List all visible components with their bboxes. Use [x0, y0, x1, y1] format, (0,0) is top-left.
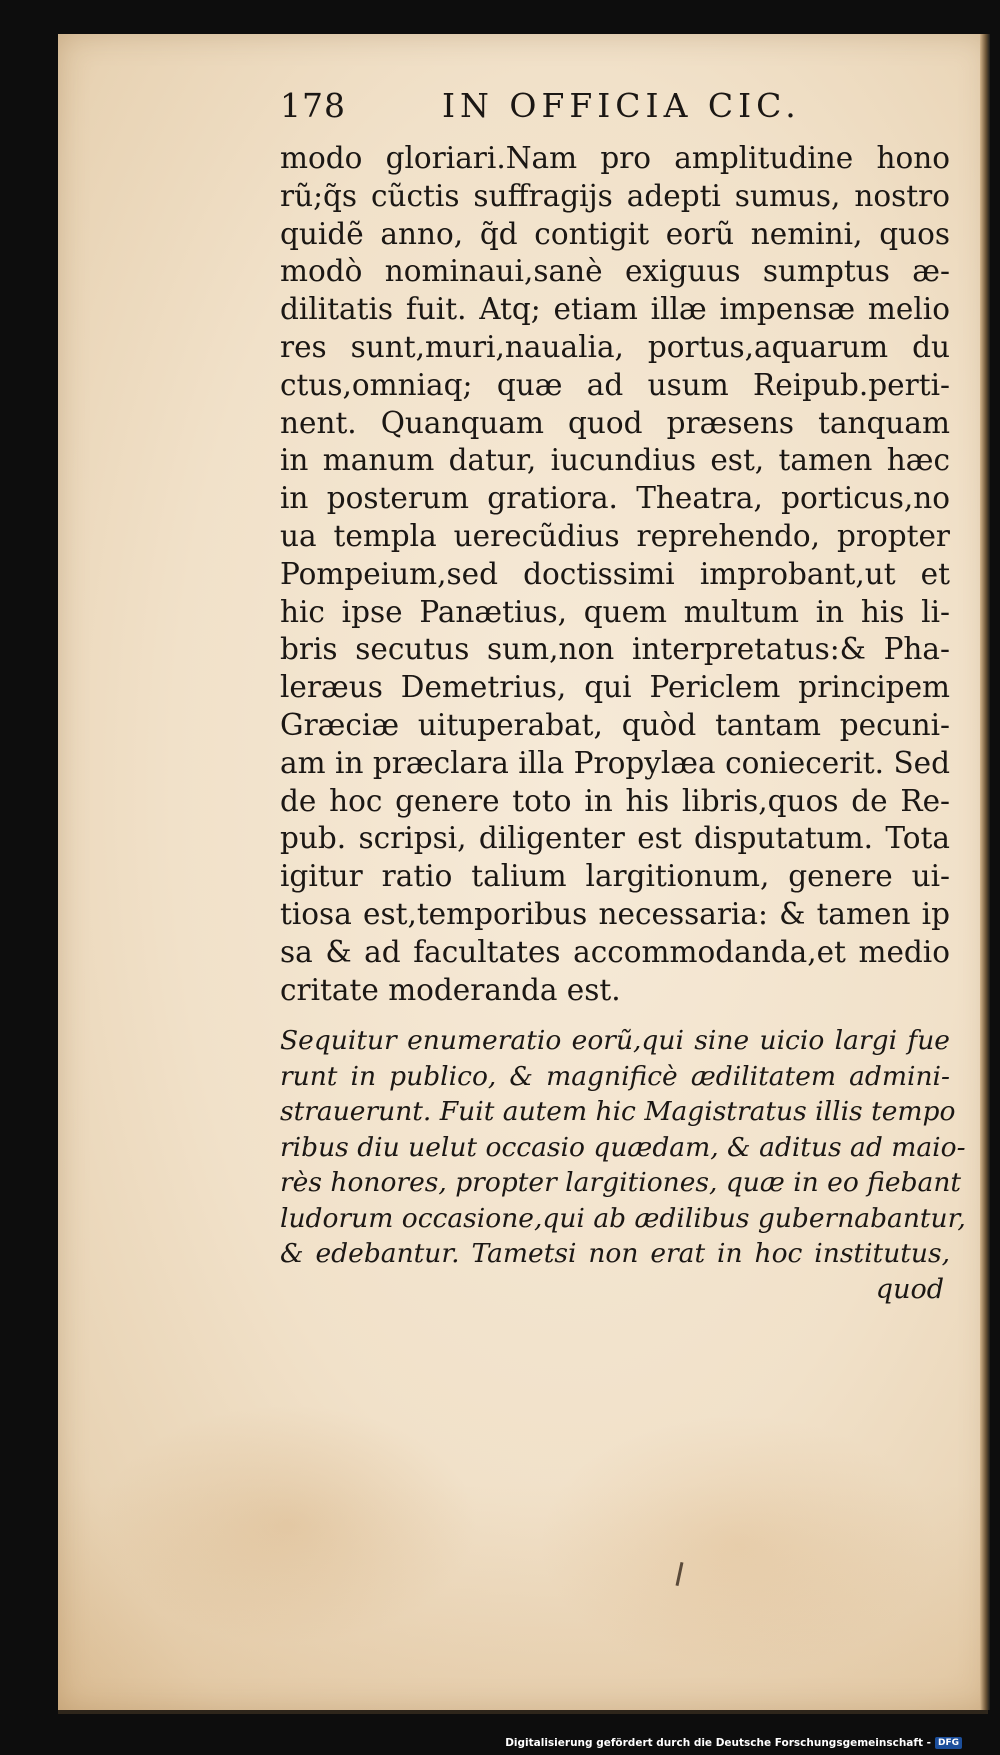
catchword: quod — [875, 1273, 944, 1305]
digitization-credit — [505, 1737, 962, 1749]
commentary-line: ludorum occasione,qui ab ædilibus gubernabantur, — [280, 1202, 966, 1234]
text-line: leræus Demetrius, qui Periclem principem — [280, 670, 950, 705]
text-line: modò nominaui,sanè exiguus sumptus æ- — [280, 254, 950, 289]
text-line: in manum datur, iucundius est, tamen hæc — [280, 443, 950, 478]
commentary-line: Sequitur enumeratio eorũ,qui sine uicio largi fue — [280, 1025, 950, 1057]
text-line: de hoc genere toto in his libris,quos de Re- — [280, 783, 950, 818]
page-gutter-edge — [980, 34, 990, 1710]
text-line: modo gloriari.Nam pro amplitudine hono — [280, 141, 950, 175]
text-line: igitur ratio talium largitionum, genere ui- — [280, 859, 950, 894]
water-stain — [58, 1484, 988, 1714]
text-line: Græciæ uituperabat, quòd tantam pecuni- — [280, 707, 950, 742]
text-line: quidẽ anno, q̃d contigit eorũ nemini, quos — [280, 216, 950, 251]
text-line: Pompeium,sed doctissimi improbant,ut et — [280, 556, 950, 591]
commentary-line: & edebantur. Tametsi non erat in hoc institutus, — [280, 1238, 950, 1270]
credit-text: Digitalisierung gefördert durch die Deutsche Forschungsgemeinschaft - — [505, 1737, 931, 1749]
text-line: hic ipse Panætius, quem multum in his li- — [280, 594, 950, 629]
text-line: rũ;q̃s cũctis suffragijs adepti sumus, nostro — [280, 178, 950, 213]
text-line: tiosa est,temporibus necessaria: & tamen ip — [280, 896, 950, 931]
text-line: ctus,omniaq; quæ ad usum Reipub.perti- — [280, 367, 950, 402]
main-text — [280, 140, 950, 1009]
text-line: nent. Quanquam quod præsens tanquam — [280, 405, 950, 440]
text-line: critate moderanda est. — [280, 972, 621, 1007]
commentary-line: ribus diu uelut occasio quædam, & aditus ad maio- — [280, 1131, 966, 1163]
text-line: sa & ad facultates accommodanda,et medio — [280, 934, 950, 969]
running-head-title: IN OFFICIA CIC. — [442, 86, 801, 125]
text-line: ua templa uerecũdius reprehendo, propter — [280, 518, 950, 553]
water-stain — [538, 1414, 938, 1674]
commentary — [280, 1023, 966, 1272]
commentary-line: strauerunt. Fuit autem hic Magistratus illis tempo — [280, 1096, 956, 1128]
text-block — [280, 80, 966, 1308]
text-line: bris secutus sum,non interpretatus:& Pha- — [280, 632, 950, 667]
dfg-logo: DFG — [935, 1737, 962, 1749]
water-stain — [98, 1404, 478, 1644]
text-line: am in præclara illa Propylæa coniecerit. Sed — [280, 745, 950, 780]
commentary-line: rès honores, propter largitiones, quæ in eo fiebant — [280, 1167, 962, 1199]
running-head — [280, 80, 950, 140]
text-line: dilitatis fuit. Atq; etiam illæ impensæ melio — [280, 292, 950, 327]
text-line: res sunt,muri,naualia, portus,aquarum du — [280, 329, 950, 364]
page-number: 178 — [280, 86, 346, 125]
text-line: in posterum gratiora. Theatra, porticus,no — [280, 481, 950, 516]
text-line: pub. scripsi, diligenter est disputatum. Tota — [280, 821, 950, 856]
ink-mark — [676, 1562, 684, 1586]
commentary-line: runt in publico, & magnificè ædilitatem admini- — [280, 1060, 950, 1092]
